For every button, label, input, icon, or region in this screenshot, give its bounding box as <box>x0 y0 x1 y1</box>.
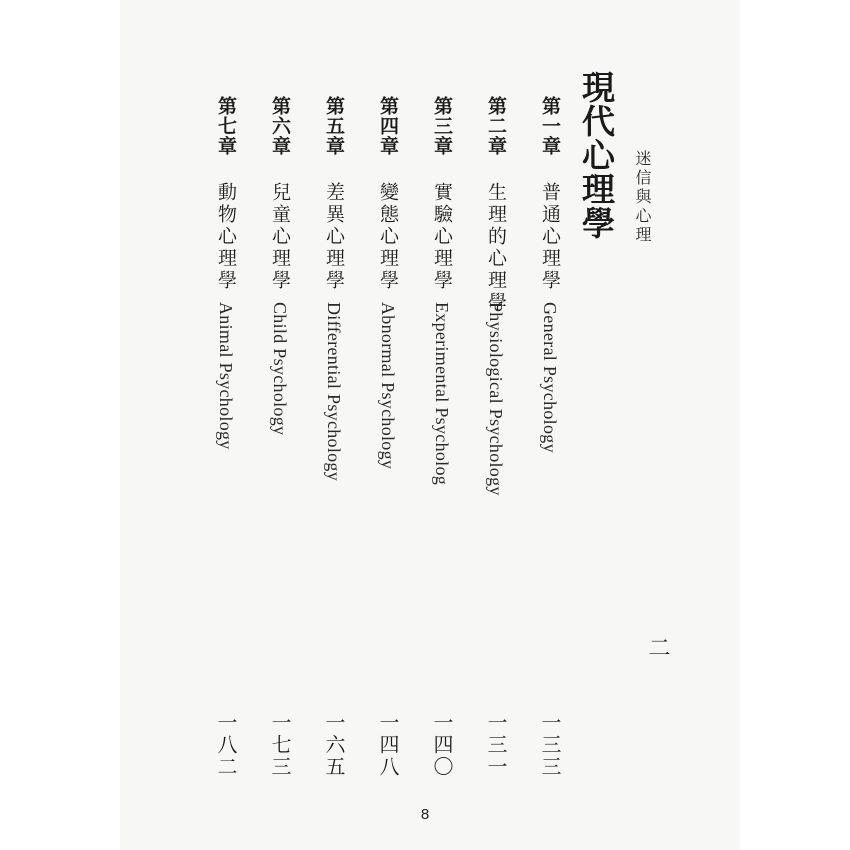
chapter-6-title: 兒童心理學 <box>269 182 291 292</box>
chapter-5-title: 差異心理學 <box>323 182 345 292</box>
page-number: 8 <box>420 806 430 823</box>
chapter-4-page: 一四八 <box>376 712 400 778</box>
chapter-3-page: 一四〇 <box>430 712 454 778</box>
chapter-5-number: 第五章 <box>323 96 345 156</box>
chapter-5-english: Differential Psychology <box>324 302 344 482</box>
chapter-2-english: Physiological Psychology <box>486 302 506 496</box>
chapter-7-page: 一八二 <box>214 712 238 778</box>
chapter-4-english: Abnormal Psychology <box>378 302 398 470</box>
chapter-4-title: 變態心理學 <box>377 182 399 292</box>
chapter-1-title: 普通心理學 <box>539 182 561 292</box>
chapter-3-number: 第三章 <box>431 96 453 156</box>
chapter-6-number: 第六章 <box>269 96 291 156</box>
chapter-1-number: 第一章 <box>539 96 561 156</box>
chapter-7-english: Animal Psychology <box>216 302 236 450</box>
chapter-1-page: 一三三 <box>538 712 562 778</box>
side-page-number: 二 <box>645 636 670 658</box>
chapter-7-number: 第七章 <box>215 96 237 156</box>
chapter-2-number: 第二章 <box>485 96 507 156</box>
chapter-4-number: 第四章 <box>377 96 399 156</box>
chapter-7-title: 動物心理學 <box>215 182 237 292</box>
chapter-6-english: Child Psychology <box>270 302 290 436</box>
chapter-3-english: Experimental Psycholog <box>432 302 452 486</box>
chapter-2-title: 生理的心理學 <box>485 182 507 314</box>
chapter-3-title: 實驗心理學 <box>431 182 453 292</box>
chapter-5-page: 一六五 <box>322 712 346 778</box>
chapter-2-page: 一三一 <box>484 712 508 778</box>
chapter-6-page: 一七三 <box>268 712 292 778</box>
running-header: 迷信與心理 <box>633 150 652 245</box>
part-title: 現代心理學 <box>577 70 616 240</box>
chapter-1-english: General Psychology <box>540 302 560 453</box>
